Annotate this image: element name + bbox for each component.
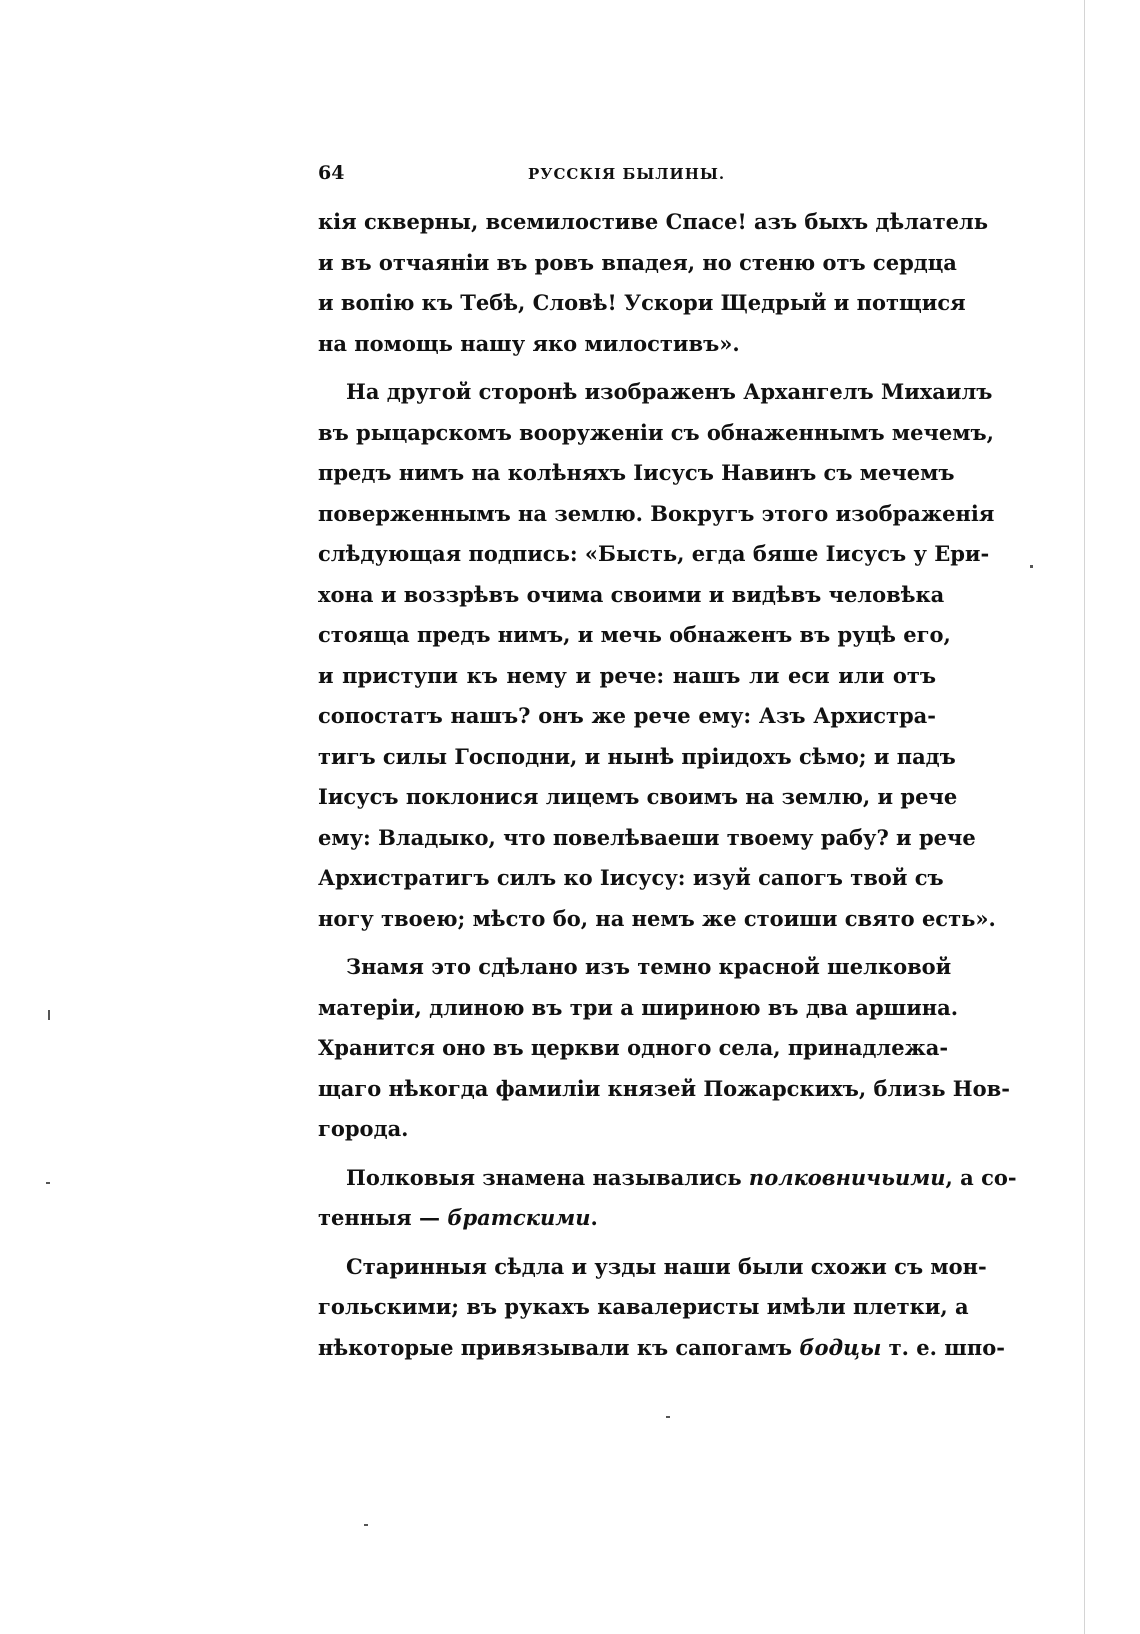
italic-term: полковничьими bbox=[748, 1164, 946, 1190]
paragraph bbox=[318, 202, 989, 364]
paragraph bbox=[318, 1158, 1017, 1239]
text-line: гольскими; въ рукахъ кавалеристы имѣли плетки, а bbox=[318, 1294, 969, 1319]
running-head bbox=[318, 162, 938, 192]
text-line: сопостатъ нашъ? онъ же рече ему: Азъ Архистра- bbox=[318, 703, 936, 728]
text-line: Знамя это сдѣлано изъ темно красной шелковой bbox=[346, 954, 952, 979]
text-line bbox=[318, 1198, 936, 1239]
text-run: т. е. шпо- bbox=[881, 1334, 1005, 1360]
italic-term: братскими bbox=[447, 1205, 591, 1230]
text-run: нѣкоторые привязывали къ сапогамъ bbox=[318, 1334, 800, 1360]
text-line: и въ отчаяніи въ ровъ впадея, но стеню отъ сердца bbox=[318, 249, 957, 275]
text-line: города. bbox=[318, 1116, 409, 1141]
scan-speck bbox=[46, 1182, 50, 1184]
paragraph bbox=[318, 372, 996, 939]
text-run: тенныя — bbox=[318, 1205, 448, 1230]
scan-speck bbox=[364, 1524, 368, 1526]
scan-speck bbox=[666, 1416, 670, 1418]
text-line: матеріи, длиною въ три а шириною въ два аршина. bbox=[318, 994, 959, 1020]
scan-speck bbox=[48, 1010, 50, 1020]
text-line: предъ нимъ на колѣняхъ Іисусъ Навинъ съ мечемъ bbox=[318, 460, 955, 485]
text-line: тигъ силы Господни, и нынѣ пріидохъ сѣмо; и падъ bbox=[318, 743, 956, 769]
scan-edge-line bbox=[1084, 0, 1085, 1634]
text-line: стояща предъ нимъ, и мечь обнаженъ въ руцѣ его, bbox=[318, 622, 951, 647]
text-line: на помощь нашу яко милостивъ». bbox=[318, 330, 740, 356]
text-line: въ рыцарскомъ вооруженіи съ обнаженнымъ мечемъ, bbox=[318, 419, 994, 445]
page-number: 64 bbox=[318, 162, 345, 184]
text-line: и приступи къ нему и рече: нашъ ли еси или отъ bbox=[318, 662, 936, 688]
text-run: Полковыя знамена назывались bbox=[346, 1164, 749, 1190]
text-run: . bbox=[590, 1205, 598, 1230]
running-title: РУССКІЯ БЫЛИНЫ. bbox=[528, 165, 726, 183]
text-line: слѣдующая подпись: «Бысть, егда бяше Іисусъ у Ери- bbox=[318, 541, 990, 566]
text-line: Архистратигъ силъ ко Іисусу: изуй сапогъ твой съ bbox=[318, 865, 944, 890]
text-line: Іисусъ поклонися лицемъ своимъ на землю, и рече bbox=[318, 784, 958, 809]
text-line: На другой сторонѣ изображенъ Архангелъ Михаилъ bbox=[346, 379, 993, 404]
scan-speck bbox=[1030, 565, 1033, 568]
text-run: , а со- bbox=[945, 1164, 1017, 1190]
text-line bbox=[318, 1158, 1017, 1199]
text-line: Хранится оно въ церкви одного села, принадлежа- bbox=[318, 1035, 949, 1060]
text-line: щаго нѣкогда фамиліи князей Пожарскихъ, близь Нов- bbox=[318, 1075, 1010, 1101]
text-line: Старинныя сѣдла и узды наши были схожи съ мон- bbox=[346, 1253, 987, 1279]
text-line: ему: Владыко, что повелѣваеши твоему рабу? и рече bbox=[318, 824, 976, 850]
text-line bbox=[318, 1328, 1005, 1369]
text-line: поверженнымъ на землю. Вокругъ этого изображенія bbox=[318, 500, 995, 526]
text-line: и вопію къ Тебѣ, Словѣ! Ускори Щедрый и потщися bbox=[318, 290, 966, 315]
paragraph bbox=[318, 1247, 1005, 1369]
italic-term: бодцы bbox=[799, 1334, 882, 1360]
text-line: ногу твоею; мѣсто бо, на немъ же стоиши свято есть». bbox=[318, 905, 996, 931]
body-text bbox=[318, 202, 1017, 1368]
paragraph bbox=[318, 947, 1010, 1150]
text-line: хона и воззрѣвъ очима своими и видѣвъ человѣка bbox=[318, 581, 945, 607]
text-line: кія скверны, всемилостиве Спасе! азъ быхъ дѣлатель bbox=[318, 209, 989, 234]
